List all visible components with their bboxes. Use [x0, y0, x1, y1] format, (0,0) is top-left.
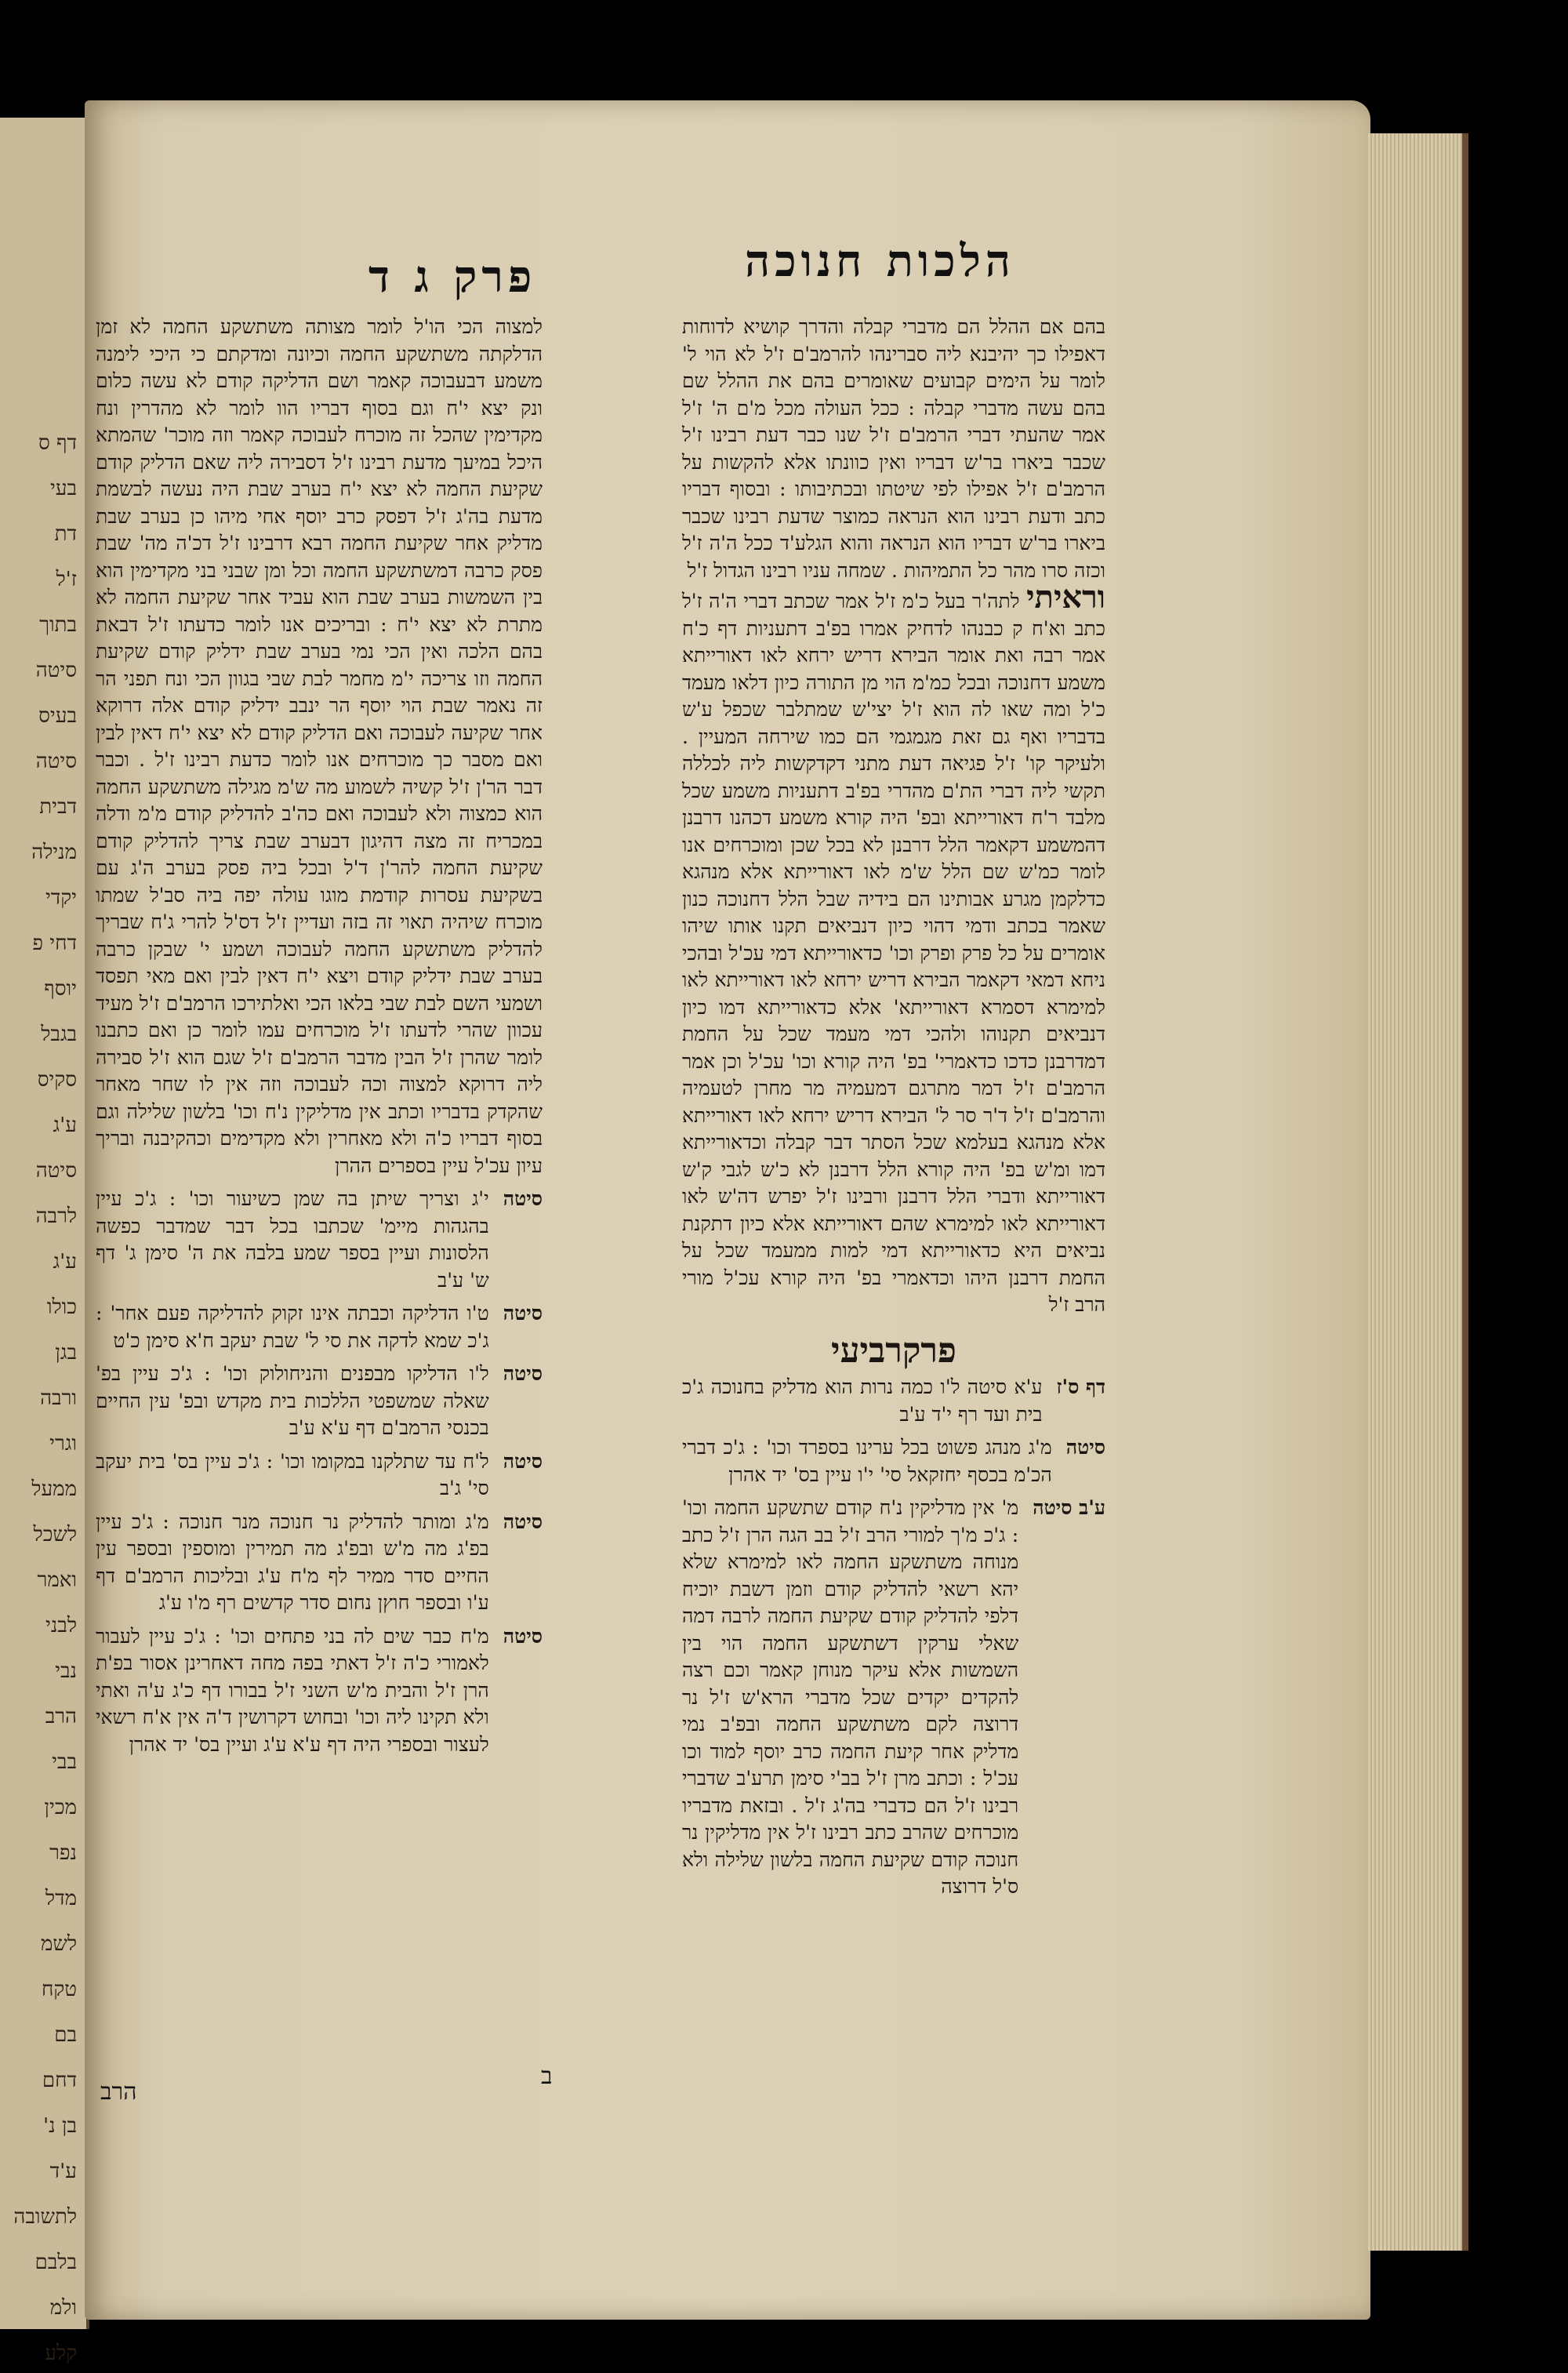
facing-page-fragment: סקיס [37, 1068, 77, 1092]
paragraph: לתה'ר בעל כ'מ ז'ל אמר שכתב דברי ה'ה ז'ל כתב וא'ח ק כבנהו לדחיק אמרו בפ'ב דתעניות דף כ'ח אמר רבה ואת אומר הבירא דריש ירחא לאו דאורייתא משמע דחנוכה ובכל כמ'מ הוי מן התורה כיון דלאו מעמד כ'ל ומה שאו לה הוא ז'ל יצי'ש שמתלבר שכפל ע'ש בדבריו ואף גם זאת מגמגמי הם כמו שירחה המעיין . ולעיקר קו' ז'ל פגיאה דעת מתני דקדקשות ליה לכללה תקשי ליה דברי הת'ם מהדרי בפ'ב דתעניות משמע שכל מלבד ר'ח דאורייתא ובפ' היה קורא משמע דכהנו דרבנן דהמשמע דקאמר הלל דרבנן לא בכל שכן ומוכרחים אנו לומר כמ'ש שם הלל ש'מ לאו דאורייתא אלא מנהגא כדלקמן מגרע אבותינו הם בידיה שבל הלל דחנוכה כנון שאמר בכתב ודמי דהוי כיון דנביאים תקנו אותו שיהו אומרים על כל פרק ופרק וכו' כדאורייתא דמי עכ'ל ובהכי ניחא דמאי דקאמר הבירא דריש ירחא לאו דאורייתא לאו למימרא דסמרא דאורייתא' אלא כדאורייתא דמו כיון דנביאים תקנוהו ולהכי דמי מעמד שכל על החמת דמדרבנן כדכו כדאמרי' בפ' היה קורא וכו' עכ'ל וכן אמר הרמב'ם ז'ל דמר מתרגם דמעמיה מר מחרן לטעמיה והרמב'ם ז'ל ד'ר סר ל' הבירא דריש ירחא לאו דאורייתא אלא מנהגא בעלמא שכל הסתר דבר קבלה וכדאורייתא דמו ומ'ש בפ' היה קורא הלל דרבנן לא כ'ש לגבי ק'ש דאורייתא ודברי הלל דרבנן ורבינו ז'ל יפרש דה'ש לאו דאורייתא לאו למימרא שהם דאורייתא אלא כיון דתקנת נביאים היא כדאורייתא דמי למות ממעמד שכל על החמת דרבנן היהו וכדאמרי בפ' היה קורא עכ'ל מורי הרב ז'ל [682, 590, 1105, 1316]
facing-page-fragment: מנילה [31, 841, 77, 864]
note-label: סיטה [503, 1510, 543, 1533]
facing-page-fragment: בעי [49, 477, 77, 500]
facing-page-fragment: קלע [45, 2342, 77, 2365]
facing-page-fragment: דחם [42, 2069, 77, 2092]
facing-page-fragment: סיטה [35, 1159, 77, 1183]
facing-page-fragment: סיטה [35, 659, 77, 682]
facing-page-fragment: יוסף [44, 977, 77, 1001]
catchword: הרב [100, 2078, 137, 2106]
note-text: ע'א סיטה ל'ו כמה נרות הוא מדליק בחנוכה ג'כ בית ועד רף י'ד ע'ב [682, 1375, 1043, 1426]
note-label: דף ס'ז [1056, 1375, 1105, 1398]
facing-page-fragment: לרבה [35, 1205, 77, 1228]
facing-page-fragment: לתשובה [13, 2205, 77, 2229]
facing-page-fragment: בבי [52, 1750, 77, 1774]
facing-page-fragment: דף ס [38, 431, 77, 455]
paragraph-opening [682, 579, 1105, 1319]
note-label: סיטה [503, 1302, 543, 1325]
facing-page-fragment: דחי פ [32, 932, 77, 955]
facing-page-fragment: ממעל [31, 1477, 77, 1501]
facing-page-fragment: ע'ד [49, 2160, 77, 2183]
facing-page-fragment: נפר [49, 1841, 77, 1865]
paragraph: למצוה הכי הו'ל לומר מצותה משתשקע החמה לא זמן הדלקתה משתשקע החמה וכיונה ומדקתם כי היכי לימנה משמע דבעבוכה קאמר ושם הדליקה קודם לא עשה כלום ונק יצא י'ח וגם בסוף דבריו הוו לומר לא מהדרין ונח מקדימין שהכל זה מוכרח לעבוכה קאמר וזה מוכר' שהמתא היכל במיעך מדעת רבינו ז'ל דסבירה ליה שאם הדליק קודם שקיעת החמה לא יצא י'ח בערב שבת היה נעשה לבשמת מדעת בה'ג ז'ל דפסק כרב יוסף אחי מיהו כן בערב שבת מדליק אחר שקיעת החמה רבא דרבינו ז'ל דכ'ה מה' שבת פסק כרבה דמשתשקע החמה וכל ומן שבני בני מקדימין הוא בין השמשות בערב שבת הוא עביד אחר שקיעת החמה לא מתרת לא יצא י'ח : ובריכים אנו לומר כדעתו ז'ל דבאת בהם הלכה ואין הכי נמי בערב שבת ידליק קודם שקיעת החמה וזו צריכה י'מ מחמר לבת שבי בגוון הכי ונח תפני הר זה נאמר שבת הוי יוסף הר ינבב ידליק קודם אלה דרוקא אחר שקיעה לעבוכה ואם הדליק קודם לא יצא י'ח דאין לבין ואם מסבר כך מוכרחים אנו לומר כדעת רבינו ז'ל . וכבר דבר הר'ן ז'ל קשיה לשמוע מה ש'מ מגילה משתשקע החמה הוא כמצוה ולא לעבוכה ואם כה'ב להדליק קודם מ'מ ודלה במכריח זה מצה דהיגון דבערב שבת צריך להדליק קודם שקיעת החמה להר'ן ד'ל ובכל ביה פסק בערב ה'ג עם בשקיעת עסרות קודמת מוגו עולה יפה ביה סב'ל שמתו מוכרח שיהיה תאוי זה בזה ועדיין ז'ל דס'ל להרי ג'ח שבריך להדליק משתשקע החמה לעבוכה ושמע י' שבקן כרבה בערב שבת ידליק קודם ויצא י'ח דאין לבין ואם מאי תפסד ושמעי השם לבת שבי בלאו הכי ואלתירכו הרמב'ם ז'ל מעיד עכוון שהרי לדעתו ז'ל מוכרחים עמו לומר כן ואם כתבנו לומר שהרן ז'ל הבין מדבר הרמב'ם ז'ל שגם הוא ז'ל סבירה ליה דרוקא למצוה וכה לעבוכה וזה אין לו שחר מאחר שהקדק בדבריו וכתב אין מדליקין נ'ח וכו' בלשון שלילה וגם בסוף דבריו כ'ה ולא מאחרין ולא מקדימים וכהקיבנה ובריך עיון עכ'ל עיין בספרים ההרן [96, 315, 543, 1177]
facing-page-fragment: בלבם [34, 2251, 77, 2274]
note-label: ע'ב סיטה [1033, 1496, 1105, 1519]
note-label: סיטה [1065, 1436, 1105, 1459]
facing-page-fragment: בן נ' [42, 2114, 77, 2138]
facing-page [0, 118, 89, 2365]
facing-page-fragment: וגרי [49, 1432, 77, 1455]
facing-page-fragment: ורבה [40, 1386, 77, 1410]
note [96, 1361, 543, 1442]
page-edges [1368, 133, 1468, 2251]
paragraph: בהם אם ההלל הם מדברי קבלה והדרך קושיא לדוחות דאפילו כך יהיבנא ליה סברינהו להרמב'ם ז'ל לא הוי ל' לומר על הימים קבועים שאומרים בהם את ההלל שם בהם עשה מדברי קבלה : ככל העולה מכל מ'ם ה' ז'ל אמר שהעתי דברי הרמב'ם ז'ל שנו כבר דעת רבינו ז'ל שכבר ביארו בר'ש דבריו ואין כוונתו אלא להקשות על הרמב'ם ז'ל אפילו לפי שיטתו ובכתיבותו : ובסוף דבריו כתב ודעת רבינו הוא הנראה כמוצר שדעת רבינו שכבר ביארו בר'ש דבריו הוא הנראה והוא הגלע'ד ככל ה'ה ז'ל וכזה סרו מהר כל התמיהות . שמחה עניו רבינו הגדול ז'ל [682, 315, 1105, 582]
facing-page-fragment: מדל [45, 1887, 77, 1910]
note [682, 1374, 1105, 1428]
note-label: סיטה [503, 1624, 543, 1648]
facing-page-fragment: ז'ל [56, 568, 77, 591]
facing-page-fragment: לשמ [41, 1932, 77, 1956]
facing-page-fragment: בם [54, 2023, 77, 2047]
chapter-heading: פרקרביעי [831, 1330, 956, 1371]
note-text: מ' אין מדליקין נ'ח קודם שתשקע החמה וכו' : ג'כ מ'ך למורי הרב ז'ל בב הגה הרן ז'ל כתב מנוחה משתשקע החמה לאו למימרא שלא יהא רשאי להדליק קודם וזמן דשבת יוכיח דלפי להדליק קודם שקיעת החמה לרבה דמה שאלי ערקין דשתשקע החמה הוי בין השמשות אלא עיקר מנוחן קאמר וכם רצה להקדים יקדים שכל מדברי הרא'ש ז'ל נר דרוצה לקם משתשקע החמה ובפ'ב נמי מדליק אחר קיעת החמה כרב יוסף למוד וכו עכ'ל : וכתב מרן ז'ל בב'י סימן תרע'ב שדברי רבינו ז'ל הם כדברי בה'ג ז'ל . ובזאת מדבריו מוכרחים שהרב כתב רבינו ז'ל אין מדליקין נר חנוכה קודם שקיעת החמה בלשון שלילה ולא ס'ל דרוצה [682, 1496, 1019, 1898]
note [96, 1623, 543, 1759]
facing-page-fragment: יקדי [45, 886, 77, 910]
facing-page-fragment: ואמר [37, 1568, 77, 1592]
note-text: י'ג וצריך שיתן בה שמן כשיעור וכו' : ג'כ עיין בהגהות מיימ' שכתבו בכל דבר שמדבר כפשה הלסונות ועיין בספר שמע בלבה את ה' סימן ג' דף ש' ע'ב [96, 1187, 489, 1292]
text-column-right [682, 314, 1105, 1901]
facing-page-fragment: נבי [55, 1659, 77, 1683]
lead-word: וראיתי [1026, 579, 1105, 616]
facing-page-fragment: בתוך [39, 613, 77, 637]
text-column-left [96, 314, 543, 1758]
facing-page-fragment: בעיס [38, 704, 77, 728]
note-text: ט'ו הדליקה וכבתה אינו זקוק להדליקה פעם אחר' : ג'כ שמא לדקה את סי ל' שבת יעקב ח'א סימן כ'ט [96, 1302, 489, 1352]
facing-page-fragment: דת [54, 522, 77, 546]
note [682, 1495, 1105, 1901]
running-head-right: הלכות חנוכה [745, 235, 1016, 287]
facing-page-fragment: ע'ג [53, 1250, 77, 1274]
facing-page-fragment: לשכל [33, 1523, 77, 1546]
note [682, 1434, 1105, 1488]
signature-mark: ב [541, 2062, 553, 2090]
note-text: מ'ג ומותר להדליק נר חנוכה מנר חנוכה : ג'כ עיין בפ'ג מה מ'ש ובפ'ג מה תמירין ומוספין ובספר עין החיים סדר ממיר לף מ'ח ע'ג ובליכות הרמב'ם דף ע'ו ובספר חוץן נחום סדר קדשים רף מ'ו ע'ג [96, 1510, 489, 1614]
note [96, 1300, 543, 1354]
facing-page-fragment: ע'ג [53, 1114, 77, 1137]
note-text: מ'ח כבר שים לה בני פתחים וכו' : ג'כ עיין לעבור לאמורי כ'ה ז'ל דאתי בפה מחה דאחרינן אסור בפ'ת הרן ז'ל והבית מ'ש השני ז'ל בבורו דף כ'ג ע'ה ואתי ולא תקינו ליה וכו' ובחוש דקרושין ד'ה אין א'ח רשאי לעצור ובספרי היה דף ע'א ע'ג ועיין בס' יד אהרן [96, 1624, 489, 1756]
facing-page-fragment: לבני [45, 1614, 77, 1637]
note-label: סיטה [503, 1187, 543, 1210]
note [96, 1509, 543, 1617]
facing-page-fragment: דבית [39, 795, 77, 819]
note-text: מ'ג מנהג פשוט בכל ערינו בספרד וכו' : ג'כ דברי הכ'מ בכסף יחזקאל סי' י'ו עיין בס' יד אהרן [682, 1436, 1052, 1486]
running-head-left: פרק ג ד [368, 251, 537, 303]
note [96, 1186, 543, 1294]
note-text: ל'ח עד שתלקנו במקומו וכו' : ג'כ עיין בס' בית יעקב סי' ג'ב [96, 1449, 489, 1499]
facing-page-fragment: טקח [41, 1978, 77, 2001]
facing-page-fragment: כולו [46, 1296, 77, 1319]
facing-page-fragment: ולמ [49, 2296, 77, 2320]
facing-page-fragment: סיטה [35, 750, 77, 773]
facing-page-fragment: בגן [55, 1341, 77, 1365]
facing-page-fragment: הרב [45, 1705, 77, 1728]
note-label: סיטה [503, 1449, 543, 1473]
facing-page-fragment: מכין [44, 1796, 77, 1819]
facing-page-fragment: בגבל [41, 1023, 77, 1046]
note-label: סיטה [503, 1362, 543, 1385]
note-text: ל'ו הדליקו מבפנים והניחולוק וכו' : ג'כ עיין בפ' שאלה שמשפטי הללכות בית מקדש ובפ' עין החיים בכנסי הרמב'ם דף ע'א ע'ב [96, 1362, 489, 1439]
note [96, 1448, 543, 1503]
